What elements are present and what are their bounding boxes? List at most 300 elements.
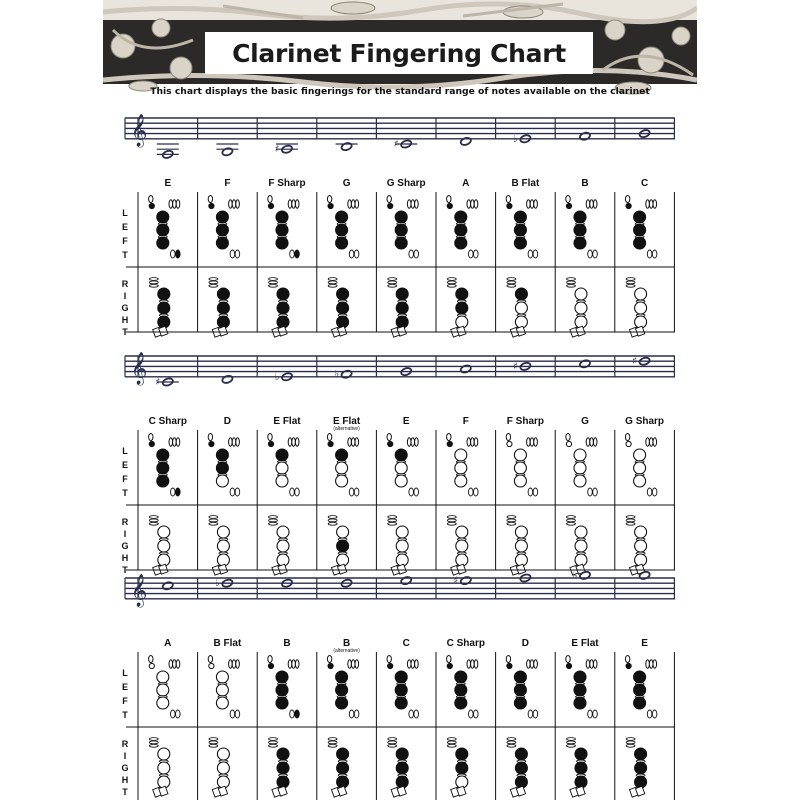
side-key: [534, 200, 538, 208]
whole-note: [221, 147, 233, 156]
trill-key: [328, 744, 337, 747]
tone-hole: [277, 316, 289, 328]
pinky-key: [176, 710, 181, 718]
music-staff: [125, 352, 675, 386]
pinky-key: [230, 488, 235, 496]
tone-hole: [157, 684, 169, 696]
thumb-hole: [447, 663, 452, 668]
note-column: [387, 367, 419, 575]
pinky-key: [230, 710, 235, 718]
trill-key: [447, 522, 456, 525]
note-column: [625, 356, 664, 575]
trill-key: [626, 522, 635, 525]
tone-hole: [277, 776, 289, 788]
tone-hole: [514, 462, 526, 474]
note-name: D: [521, 638, 530, 649]
side-key: [593, 438, 597, 446]
tone-hole: [217, 526, 229, 538]
register-key: [447, 656, 451, 663]
side-key: [527, 200, 531, 208]
tone-hole: [634, 211, 646, 223]
note-column: [268, 372, 301, 575]
whole-note: [341, 369, 353, 378]
tone-hole: [216, 211, 228, 223]
trill-key: [269, 284, 278, 287]
tone-hole: [635, 762, 647, 774]
pinky-key: [409, 250, 414, 258]
trill-key: [328, 519, 337, 522]
tone-hole: [574, 224, 586, 236]
register-key: [387, 434, 391, 441]
note-column: [149, 581, 181, 797]
side-key: [355, 200, 359, 208]
tone-hole: [395, 211, 407, 223]
tone-hole: [634, 462, 646, 474]
note-column: [625, 129, 657, 337]
trill-key: [388, 278, 397, 281]
register-key: [208, 656, 212, 663]
thumb-hole: [566, 203, 571, 208]
side-key: [646, 660, 650, 668]
trill-key: [149, 281, 158, 284]
side-key: [474, 438, 478, 446]
pinky-key: [652, 488, 657, 496]
trill-key: [507, 516, 516, 519]
tone-hole: [395, 475, 407, 487]
register-key: [268, 196, 272, 203]
tone-hole: [158, 316, 170, 328]
right-hand-label: T: [122, 327, 128, 337]
trill-key: [269, 281, 278, 284]
trill-key: [626, 741, 635, 744]
side-key: [169, 200, 173, 208]
tone-hole: [277, 540, 289, 552]
tone-hole: [575, 776, 587, 788]
tone-hole: [217, 762, 229, 774]
tone-hole: [336, 697, 348, 709]
side-key: [471, 660, 475, 668]
sharp-icon: ♯: [393, 139, 399, 150]
pinky-key: [474, 250, 479, 258]
tone-hole: [396, 776, 408, 788]
thumb-hole: [626, 441, 631, 446]
pinky-key: [588, 250, 593, 258]
right-hand-label: R: [121, 739, 129, 749]
tone-hole: [515, 748, 527, 760]
tone-hole: [336, 449, 348, 461]
side-key: [527, 438, 531, 446]
pinky-key: [230, 250, 235, 258]
trill-key: [626, 284, 635, 287]
whole-note: [400, 576, 412, 585]
tone-hole: [574, 475, 586, 487]
register-key: [208, 434, 212, 441]
tone-hole: [456, 748, 468, 760]
pinky-key: [469, 488, 474, 496]
tone-hole: [515, 302, 527, 314]
tone-hole: [634, 697, 646, 709]
tone-hole: [276, 475, 288, 487]
tone-hole: [336, 475, 348, 487]
thumb-hole: [447, 441, 452, 446]
tone-hole: [455, 475, 467, 487]
whole-note: [162, 581, 174, 590]
side-key: [527, 660, 531, 668]
note-name: C: [640, 178, 649, 189]
register-key: [387, 196, 391, 203]
note-name: C Sharp: [148, 416, 187, 427]
note-name: D: [223, 416, 232, 427]
tone-hole: [634, 449, 646, 461]
note-column: [327, 578, 360, 797]
trill-key: [269, 522, 278, 525]
tone-hole: [514, 671, 526, 683]
tone-hole: [216, 697, 228, 709]
right-hand-label: R: [121, 517, 129, 527]
pinky-key: [647, 488, 652, 496]
right-hand-label: I: [123, 529, 127, 539]
side-key: [351, 200, 355, 208]
side-key: [411, 200, 415, 208]
side-key: [292, 438, 296, 446]
note-column: [387, 576, 419, 797]
note-column: [447, 137, 479, 337]
side-key: [232, 200, 236, 208]
tone-hole: [157, 697, 169, 709]
side-key: [653, 660, 657, 668]
trill-key: [209, 278, 218, 281]
note-name: C Sharp: [446, 638, 485, 649]
side-key: [653, 200, 657, 208]
tone-hole: [276, 697, 288, 709]
side-key: [415, 660, 419, 668]
trill-key: [507, 744, 516, 747]
trill-key: [447, 741, 456, 744]
trill-key: [447, 284, 456, 287]
right-hand-label: R: [121, 279, 129, 289]
trill-key: [209, 281, 218, 284]
tone-hole: [217, 776, 229, 788]
side-key: [348, 438, 352, 446]
trill-key: [388, 744, 397, 747]
pinky-key: [652, 710, 657, 718]
side-key: [415, 200, 419, 208]
pinky-key: [414, 250, 419, 258]
trill-key: [328, 281, 337, 284]
sharp-icon: ♯: [512, 361, 518, 373]
tone-hole: [456, 288, 468, 300]
register-key: [625, 196, 629, 203]
side-key: [351, 438, 355, 446]
pinky-key: [528, 250, 533, 258]
trill-key: [209, 519, 218, 522]
trill-key: [269, 744, 278, 747]
side-key: [471, 200, 475, 208]
tone-hole: [575, 540, 587, 552]
pinky-key: [354, 488, 359, 496]
tone-hole: [456, 302, 468, 314]
tone-hole: [158, 540, 170, 552]
note-column: [447, 364, 479, 575]
tone-hole: [336, 224, 348, 236]
note-name: B: [283, 638, 291, 649]
tone-hole: [396, 554, 408, 566]
tone-hole: [635, 316, 647, 328]
fingering-grid: [103, 104, 697, 800]
trill-key: [209, 741, 218, 744]
side-key: [646, 200, 650, 208]
note-name: A: [164, 638, 172, 649]
side-key: [649, 438, 653, 446]
tone-hole: [395, 684, 407, 696]
side-key: [407, 438, 411, 446]
trill-key: [149, 516, 158, 519]
tone-hole: [455, 462, 467, 474]
trill-key: [388, 738, 397, 741]
trill-key: [149, 519, 158, 522]
pinky-key: [588, 488, 593, 496]
note-column: [506, 361, 544, 575]
tone-hole: [276, 671, 288, 683]
thumb-hole: [447, 203, 452, 208]
side-key: [586, 200, 590, 208]
side-key: [169, 660, 173, 668]
side-key: [176, 438, 180, 446]
trill-key: [567, 519, 576, 522]
left-hand-label: E: [121, 222, 129, 232]
tone-hole: [276, 684, 288, 696]
side-key: [295, 660, 299, 668]
tone-hole: [575, 288, 587, 300]
tone-hole: [217, 288, 229, 300]
whole-note: [579, 359, 591, 368]
tone-hole: [514, 224, 526, 236]
side-key: [590, 200, 594, 208]
trill-key: [388, 519, 397, 522]
note-column: [268, 578, 300, 797]
side-key: [173, 200, 177, 208]
pinky-key: [409, 710, 414, 718]
whole-note: [221, 375, 233, 384]
trill-key: [388, 281, 397, 284]
tone-hole: [216, 224, 228, 236]
tone-hole: [514, 475, 526, 487]
side-key: [236, 438, 240, 446]
side-key: [292, 660, 296, 668]
page-subtitle: This chart displays the basic fingerings for the standard range of notes available on the clarinet: [150, 86, 650, 97]
register-key: [566, 196, 570, 203]
tone-hole: [456, 526, 468, 538]
right-hand-label: T: [122, 787, 128, 797]
tone-hole: [515, 526, 527, 538]
tone-hole: [276, 449, 288, 461]
trill-key: [328, 738, 337, 741]
note-column: [506, 573, 538, 797]
side-key: [176, 200, 180, 208]
trill-key: [149, 738, 158, 741]
treble-clef-icon: 𝄞: [130, 113, 148, 147]
tone-hole: [158, 288, 170, 300]
tone-hole: [635, 554, 647, 566]
pinky-key: [474, 488, 479, 496]
left-hand-label: F: [122, 474, 128, 484]
trill-key: [567, 741, 576, 744]
trill-key: [626, 516, 635, 519]
pinky-key: [235, 488, 240, 496]
tone-hole: [515, 776, 527, 788]
tone-hole: [158, 776, 170, 788]
register-key: [506, 196, 510, 203]
right-hand-label: G: [121, 763, 129, 773]
tone-hole: [396, 748, 408, 760]
trill-key: [328, 278, 337, 281]
thumb-hole: [626, 203, 631, 208]
pinky-key: [652, 250, 657, 258]
side-key: [586, 438, 590, 446]
tone-hole: [635, 748, 647, 760]
tone-hole: [337, 776, 349, 788]
tone-hole: [456, 762, 468, 774]
tone-hole: [574, 671, 586, 683]
tone-hole: [635, 302, 647, 314]
tone-hole: [634, 475, 646, 487]
thumb-hole: [507, 663, 512, 668]
thumb-hole: [328, 203, 333, 208]
tone-hole: [277, 762, 289, 774]
thumb-hole: [268, 441, 273, 446]
register-key: [149, 656, 153, 663]
pinky-key: [533, 710, 538, 718]
flat-icon: ♭: [334, 369, 339, 381]
register-key: [327, 196, 331, 203]
note-name: E: [164, 178, 172, 189]
note-name: E: [641, 638, 648, 649]
alternative-label: (alternative): [333, 426, 360, 432]
tone-hole: [337, 540, 349, 552]
tone-hole: [395, 449, 407, 461]
thumb-hole: [566, 441, 571, 446]
treble-clef-icon: 𝄞: [130, 351, 148, 385]
side-key: [229, 660, 233, 668]
note-column: [149, 377, 187, 575]
left-hand-label: L: [122, 446, 128, 456]
trill-key: [626, 278, 635, 281]
left-hand-label: E: [121, 460, 129, 470]
tone-hole: [277, 288, 289, 300]
tone-hole: [337, 554, 349, 566]
side-key: [530, 438, 534, 446]
register-key: [566, 434, 570, 441]
side-key: [236, 200, 240, 208]
tone-hole: [277, 748, 289, 760]
tone-hole: [277, 526, 289, 538]
tone-hole: [157, 224, 169, 236]
trill-key: [149, 744, 158, 747]
tone-hole: [456, 776, 468, 788]
tone-hole: [396, 302, 408, 314]
side-key: [590, 438, 594, 446]
side-key: [471, 438, 475, 446]
tone-hole: [574, 211, 586, 223]
note-column: [327, 142, 359, 337]
tone-hole: [396, 762, 408, 774]
note-name: A: [462, 178, 470, 189]
tone-hole: [216, 462, 228, 474]
side-key: [288, 660, 292, 668]
trill-key: [447, 278, 456, 281]
thumb-hole: [507, 441, 512, 446]
trill-key: [507, 278, 516, 281]
treble-clef-icon: 𝄞: [130, 573, 148, 607]
tone-hole: [455, 211, 467, 223]
side-key: [236, 660, 240, 668]
side-key: [232, 438, 236, 446]
register-key: [268, 656, 272, 663]
side-key: [649, 660, 653, 668]
tone-hole: [574, 462, 586, 474]
tone-hole: [336, 211, 348, 223]
side-key: [229, 438, 233, 446]
note-column: [208, 578, 242, 797]
trill-key: [626, 519, 635, 522]
section-1: [121, 114, 675, 338]
whole-note: [579, 131, 591, 140]
note-name: E: [402, 416, 410, 427]
trill-key: [388, 516, 397, 519]
note-column: [625, 571, 657, 797]
tone-hole: [158, 554, 170, 566]
tone-hole: [158, 526, 170, 538]
register-key: [327, 656, 331, 663]
right-hand-label: H: [121, 315, 129, 325]
register-key: [327, 434, 331, 441]
trill-key: [269, 741, 278, 744]
tone-hole: [217, 554, 229, 566]
thumb-hole: [328, 441, 333, 446]
note-name: F: [462, 416, 469, 427]
left-hand-label: E: [121, 682, 129, 692]
pinky-key: [354, 710, 359, 718]
trill-key: [209, 738, 218, 741]
tone-hole: [634, 684, 646, 696]
pinky-key: [647, 250, 652, 258]
pinky-key: [528, 710, 533, 718]
side-key: [415, 438, 419, 446]
tone-hole: [158, 748, 170, 760]
tone-hole: [277, 302, 289, 314]
register-key: [149, 196, 153, 203]
trill-key: [269, 278, 278, 281]
tone-hole: [216, 449, 228, 461]
trill-key: [269, 516, 278, 519]
trill-key: [328, 284, 337, 287]
note-name: F: [224, 178, 231, 189]
register-key: [268, 434, 272, 441]
note-name: B: [342, 638, 351, 649]
side-key: [474, 200, 478, 208]
trill-key: [447, 519, 456, 522]
tone-hole: [514, 449, 526, 461]
note-name: F Sharp: [506, 416, 545, 427]
side-key: [173, 660, 177, 668]
note-name: G: [581, 416, 589, 427]
flat-icon: ♭: [215, 578, 220, 590]
right-hand-label: I: [123, 751, 127, 761]
pinky-key: [414, 488, 419, 496]
side-key: [295, 200, 299, 208]
thumb-hole: [566, 663, 571, 668]
side-key: [593, 200, 597, 208]
